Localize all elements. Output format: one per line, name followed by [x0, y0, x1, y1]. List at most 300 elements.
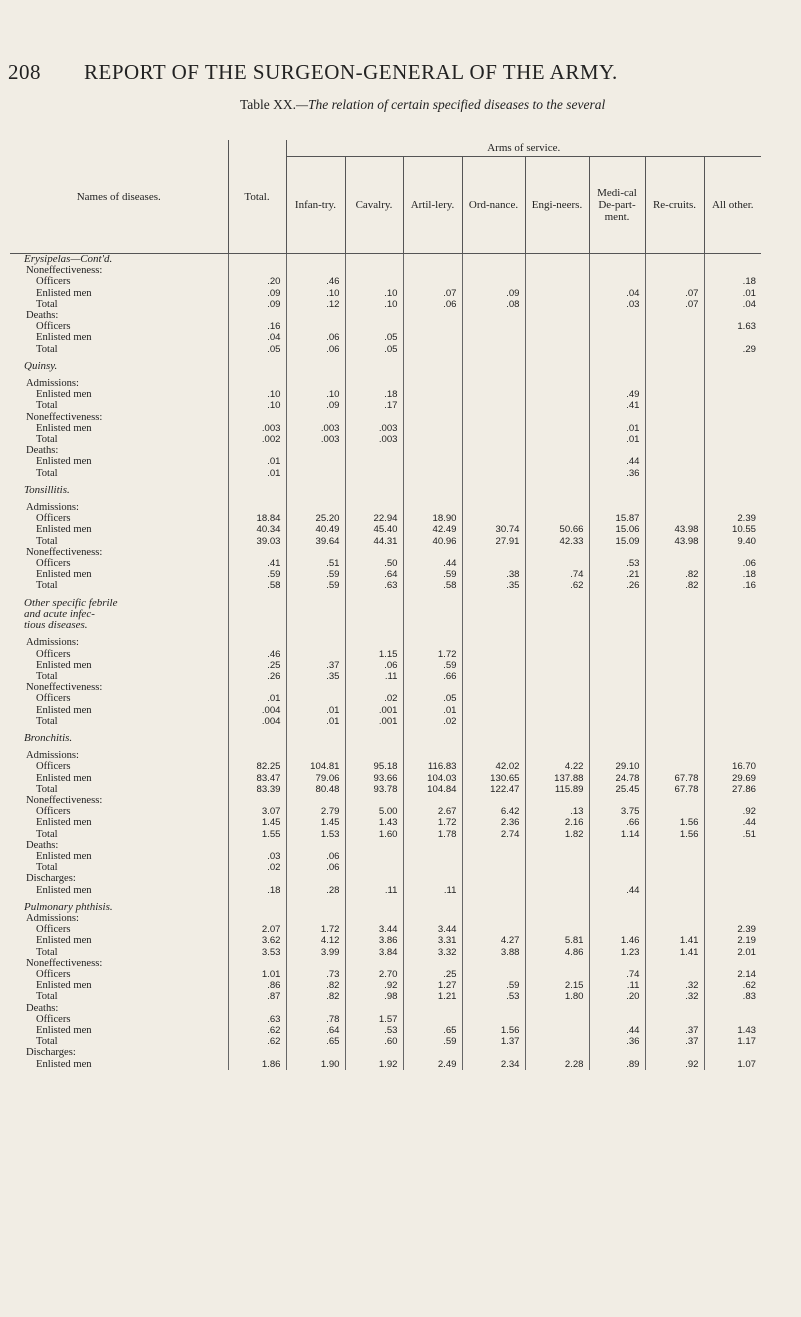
- value-cell: .74: [589, 969, 645, 980]
- value-cell: [345, 456, 403, 467]
- value-cell: 1.78: [403, 829, 462, 840]
- value-cell: [645, 716, 704, 727]
- value-cell: .18: [345, 389, 403, 400]
- disease-table: [10, 140, 761, 1070]
- row-label: Total: [36, 400, 58, 412]
- value-cell: [525, 1036, 589, 1047]
- value-cell: [589, 958, 645, 969]
- value-cell: 24.78: [589, 773, 645, 784]
- value-cell: 1.14: [589, 829, 645, 840]
- value-cell: 43.98: [645, 536, 704, 547]
- row-label: Total: [36, 715, 58, 727]
- value-cell: [403, 468, 462, 479]
- value-cell: [462, 558, 525, 569]
- table-row: [10, 389, 761, 400]
- value-cell: [645, 660, 704, 671]
- value-cell: [704, 913, 761, 924]
- value-cell: [704, 637, 761, 648]
- value-cell: 67.78: [645, 784, 704, 795]
- value-cell: [345, 310, 403, 321]
- value-cell: .36: [589, 468, 645, 479]
- value-cell: .11: [589, 980, 645, 991]
- value-cell: [525, 851, 589, 862]
- value-cell: [645, 969, 704, 980]
- category-row: [10, 310, 761, 321]
- value-cell: [704, 862, 761, 873]
- value-cell: [525, 840, 589, 851]
- value-cell: 1.46: [589, 935, 645, 946]
- value-cell: [345, 902, 403, 913]
- value-cell: [403, 445, 462, 456]
- value-cell: [286, 412, 345, 423]
- value-cell: .53: [589, 558, 645, 569]
- value-cell: [345, 851, 403, 862]
- value-cell: 80.48: [286, 784, 345, 795]
- value-cell: [462, 1014, 525, 1025]
- value-cell: 1.80: [525, 991, 589, 1002]
- total-cell: .58: [228, 580, 286, 591]
- value-cell: [286, 693, 345, 704]
- table-row: [10, 332, 761, 343]
- value-cell: 25.20: [286, 513, 345, 524]
- row-label: Pulmonary phthisis.: [24, 901, 113, 913]
- value-cell: [704, 265, 761, 276]
- value-cell: [704, 1047, 761, 1058]
- value-cell: [704, 851, 761, 862]
- table-row: [10, 569, 761, 580]
- value-cell: .001: [345, 705, 403, 716]
- value-cell: [345, 547, 403, 558]
- value-cell: [462, 671, 525, 682]
- value-cell: 137.88: [525, 773, 589, 784]
- value-cell: 9.40: [704, 536, 761, 547]
- value-cell: [286, 840, 345, 851]
- value-cell: .12: [286, 299, 345, 310]
- value-cell: 15.06: [589, 524, 645, 535]
- total-cell: .62: [228, 1025, 286, 1036]
- value-cell: [589, 547, 645, 558]
- row-label: and acute infec-: [24, 608, 95, 620]
- total-cell: .04: [228, 332, 286, 343]
- row-label: Officers: [36, 1013, 71, 1025]
- value-cell: [645, 750, 704, 761]
- value-cell: .32: [645, 980, 704, 991]
- table-row: [10, 862, 761, 873]
- table-row: [10, 761, 761, 772]
- total-cell: 83.47: [228, 773, 286, 784]
- category-row: [10, 547, 761, 558]
- value-cell: [525, 682, 589, 693]
- table-row: [10, 321, 761, 332]
- value-cell: 3.84: [345, 947, 403, 958]
- value-cell: [645, 502, 704, 513]
- value-cell: [403, 276, 462, 287]
- table-row: [10, 806, 761, 817]
- total-cell: .004: [228, 716, 286, 727]
- value-cell: [589, 412, 645, 423]
- value-cell: 1.56: [645, 817, 704, 828]
- value-cell: 67.78: [645, 773, 704, 784]
- value-cell: 39.64: [286, 536, 345, 547]
- value-cell: [345, 412, 403, 423]
- value-cell: [462, 423, 525, 434]
- value-cell: [403, 913, 462, 924]
- value-cell: [645, 885, 704, 896]
- value-cell: [286, 445, 345, 456]
- row-label: Total: [36, 343, 58, 355]
- value-cell: .60: [345, 1036, 403, 1047]
- value-cell: [525, 1025, 589, 1036]
- value-cell: [462, 682, 525, 693]
- total-cell: [228, 902, 286, 913]
- value-cell: [589, 693, 645, 704]
- value-cell: .65: [286, 1036, 345, 1047]
- value-cell: .25: [403, 969, 462, 980]
- table-row: [10, 716, 761, 727]
- value-cell: [462, 598, 525, 609]
- value-cell: [462, 361, 525, 372]
- value-cell: [462, 468, 525, 479]
- value-cell: .82: [645, 580, 704, 591]
- value-cell: 3.31: [403, 935, 462, 946]
- total-cell: [228, 547, 286, 558]
- total-cell: .41: [228, 558, 286, 569]
- row-label: Enlisted men: [36, 287, 92, 299]
- value-cell: [704, 389, 761, 400]
- value-cell: [286, 750, 345, 761]
- value-cell: 2.39: [704, 513, 761, 524]
- value-cell: 79.06: [286, 773, 345, 784]
- value-cell: [645, 761, 704, 772]
- value-cell: .01: [286, 716, 345, 727]
- row-label: Enlisted men: [36, 1025, 92, 1036]
- table-row: [10, 423, 761, 434]
- value-cell: [645, 733, 704, 744]
- total-cell: [228, 873, 286, 884]
- value-cell: 1.92: [345, 1059, 403, 1070]
- value-cell: [462, 445, 525, 456]
- value-cell: [645, 1014, 704, 1025]
- table-row: [10, 434, 761, 445]
- value-cell: [589, 716, 645, 727]
- value-cell: .06: [704, 558, 761, 569]
- value-cell: [403, 851, 462, 862]
- value-cell: [525, 671, 589, 682]
- value-cell: [589, 1014, 645, 1025]
- value-cell: [403, 902, 462, 913]
- value-cell: [525, 716, 589, 727]
- value-cell: [704, 332, 761, 343]
- total-cell: .01: [228, 456, 286, 467]
- value-cell: 3.88: [462, 947, 525, 958]
- value-cell: [525, 969, 589, 980]
- value-cell: .35: [286, 671, 345, 682]
- row-label: Total: [36, 580, 58, 592]
- total-cell: [228, 502, 286, 513]
- value-cell: [286, 547, 345, 558]
- value-cell: [525, 795, 589, 806]
- value-cell: [704, 412, 761, 423]
- value-cell: [345, 620, 403, 631]
- value-cell: [645, 344, 704, 355]
- value-cell: [704, 1003, 761, 1014]
- value-cell: 2.70: [345, 969, 403, 980]
- value-cell: 1.56: [645, 829, 704, 840]
- value-cell: .05: [403, 693, 462, 704]
- value-cell: .49: [589, 389, 645, 400]
- value-cell: [704, 547, 761, 558]
- value-cell: [462, 885, 525, 896]
- total-cell: [228, 958, 286, 969]
- col-names-header: Names of diseases.: [10, 140, 228, 254]
- value-cell: .35: [462, 580, 525, 591]
- table-row: [10, 276, 761, 287]
- value-cell: [525, 733, 589, 744]
- value-cell: [704, 902, 761, 913]
- table-row: [10, 980, 761, 991]
- row-label: Other specific febrile: [24, 597, 118, 609]
- value-cell: [589, 795, 645, 806]
- total-cell: [228, 620, 286, 631]
- value-cell: 1.82: [525, 829, 589, 840]
- total-cell: [228, 445, 286, 456]
- value-cell: 5.00: [345, 806, 403, 817]
- value-cell: [286, 682, 345, 693]
- value-cell: [286, 598, 345, 609]
- table-row: [10, 524, 761, 535]
- value-cell: [589, 924, 645, 935]
- value-cell: [525, 1014, 589, 1025]
- value-cell: [645, 445, 704, 456]
- value-cell: [462, 310, 525, 321]
- value-cell: [704, 671, 761, 682]
- value-cell: [462, 958, 525, 969]
- value-cell: [645, 609, 704, 620]
- value-cell: 2.15: [525, 980, 589, 991]
- value-cell: .82: [286, 980, 345, 991]
- caption-text: —The relation of certain specified diseases to the several: [296, 97, 606, 112]
- category-row: [10, 637, 761, 648]
- value-cell: [525, 902, 589, 913]
- total-cell: 2.07: [228, 924, 286, 935]
- value-cell: .18: [704, 276, 761, 287]
- value-cell: [525, 456, 589, 467]
- value-cell: [589, 862, 645, 873]
- total-cell: .10: [228, 389, 286, 400]
- value-cell: [645, 1047, 704, 1058]
- value-cell: [286, 485, 345, 496]
- value-cell: 4.86: [525, 947, 589, 958]
- total-cell: 83.39: [228, 784, 286, 795]
- value-cell: [525, 649, 589, 660]
- section-heading-row: [10, 361, 761, 372]
- value-cell: .02: [403, 716, 462, 727]
- value-cell: .08: [462, 299, 525, 310]
- value-cell: [286, 902, 345, 913]
- value-cell: .21: [589, 569, 645, 580]
- value-cell: [525, 750, 589, 761]
- value-cell: [589, 733, 645, 744]
- value-cell: .29: [704, 344, 761, 355]
- value-cell: [589, 361, 645, 372]
- value-cell: .44: [589, 885, 645, 896]
- total-cell: 3.53: [228, 947, 286, 958]
- value-cell: [525, 321, 589, 332]
- row-label: Quinsy.: [24, 360, 58, 372]
- value-cell: [462, 902, 525, 913]
- value-cell: .10: [286, 288, 345, 299]
- value-cell: .05: [345, 332, 403, 343]
- value-cell: [403, 389, 462, 400]
- value-cell: 93.66: [345, 773, 403, 784]
- value-cell: [525, 361, 589, 372]
- value-cell: [403, 733, 462, 744]
- value-cell: 29.10: [589, 761, 645, 772]
- value-cell: 15.87: [589, 513, 645, 524]
- value-cell: [525, 885, 589, 896]
- total-cell: [228, 750, 286, 761]
- total-cell: [228, 682, 286, 693]
- value-cell: [704, 660, 761, 671]
- value-cell: .66: [589, 817, 645, 828]
- value-cell: [286, 609, 345, 620]
- value-cell: 1.60: [345, 829, 403, 840]
- value-cell: [462, 693, 525, 704]
- value-cell: .003: [345, 434, 403, 445]
- category-row: [10, 412, 761, 423]
- value-cell: [462, 332, 525, 343]
- total-cell: [228, 412, 286, 423]
- value-cell: [704, 423, 761, 434]
- value-cell: .92: [345, 980, 403, 991]
- total-cell: 39.03: [228, 536, 286, 547]
- value-cell: .44: [589, 456, 645, 467]
- value-cell: 3.86: [345, 935, 403, 946]
- value-cell: [462, 913, 525, 924]
- value-cell: [645, 558, 704, 569]
- value-cell: [462, 276, 525, 287]
- table-row: [10, 947, 761, 958]
- value-cell: [403, 265, 462, 276]
- value-cell: [704, 795, 761, 806]
- value-cell: .06: [286, 851, 345, 862]
- value-cell: [525, 913, 589, 924]
- row-label: tious diseases.: [24, 620, 88, 632]
- value-cell: .06: [345, 660, 403, 671]
- value-cell: [589, 485, 645, 496]
- row-label: Noneffectiveness:: [26, 265, 103, 277]
- total-cell: [228, 840, 286, 851]
- value-cell: [704, 840, 761, 851]
- value-cell: [403, 423, 462, 434]
- row-label: Officers: [36, 693, 71, 705]
- total-cell: [228, 913, 286, 924]
- value-cell: [462, 660, 525, 671]
- value-cell: [645, 902, 704, 913]
- value-cell: .07: [645, 299, 704, 310]
- value-cell: .07: [403, 288, 462, 299]
- value-cell: [462, 733, 525, 744]
- value-cell: 27.86: [704, 784, 761, 795]
- value-cell: [589, 276, 645, 287]
- value-cell: [525, 1003, 589, 1014]
- value-cell: 1.23: [589, 947, 645, 958]
- value-cell: [525, 378, 589, 389]
- value-cell: 95.18: [345, 761, 403, 772]
- value-cell: .50: [345, 558, 403, 569]
- value-cell: .28: [286, 885, 345, 896]
- total-cell: .01: [228, 693, 286, 704]
- value-cell: [403, 873, 462, 884]
- value-cell: [525, 660, 589, 671]
- row-label: Enlisted men: [36, 704, 92, 716]
- value-cell: .11: [345, 885, 403, 896]
- value-cell: [462, 485, 525, 496]
- value-cell: [403, 620, 462, 631]
- value-cell: .44: [403, 558, 462, 569]
- value-cell: [704, 873, 761, 884]
- value-cell: [589, 840, 645, 851]
- value-cell: [645, 873, 704, 884]
- value-cell: [286, 265, 345, 276]
- value-cell: [403, 254, 462, 266]
- value-cell: 25.45: [589, 784, 645, 795]
- total-cell: [228, 598, 286, 609]
- value-cell: [286, 310, 345, 321]
- value-cell: 3.44: [345, 924, 403, 935]
- value-cell: [345, 598, 403, 609]
- value-cell: [645, 851, 704, 862]
- table-row: [10, 299, 761, 310]
- value-cell: .89: [589, 1059, 645, 1070]
- row-label: Total: [36, 862, 58, 874]
- category-row: [10, 1003, 761, 1014]
- value-cell: 2.39: [704, 924, 761, 935]
- total-cell: 3.07: [228, 806, 286, 817]
- value-cell: [589, 750, 645, 761]
- col-total-header: Total.: [228, 140, 286, 254]
- value-cell: 27.91: [462, 536, 525, 547]
- row-label: Officers: [36, 968, 71, 980]
- total-cell: .002: [228, 434, 286, 445]
- value-cell: [462, 851, 525, 862]
- value-cell: [462, 265, 525, 276]
- value-cell: [645, 361, 704, 372]
- value-cell: .82: [286, 991, 345, 1002]
- value-cell: [403, 456, 462, 467]
- value-cell: 1.27: [403, 980, 462, 991]
- value-cell: [462, 378, 525, 389]
- value-cell: .92: [704, 806, 761, 817]
- value-cell: [704, 310, 761, 321]
- category-row: [10, 502, 761, 513]
- value-cell: [345, 468, 403, 479]
- value-cell: [704, 1014, 761, 1025]
- value-cell: 2.19: [704, 935, 761, 946]
- value-cell: [525, 412, 589, 423]
- value-cell: [525, 468, 589, 479]
- category-row: [10, 445, 761, 456]
- row-label: Total: [36, 467, 58, 479]
- row-label: Enlisted men: [36, 456, 92, 468]
- value-cell: [645, 378, 704, 389]
- value-cell: [589, 873, 645, 884]
- value-cell: .59: [403, 1036, 462, 1047]
- total-cell: .02: [228, 862, 286, 873]
- total-cell: [228, 485, 286, 496]
- value-cell: [645, 671, 704, 682]
- value-cell: 1.17: [704, 1036, 761, 1047]
